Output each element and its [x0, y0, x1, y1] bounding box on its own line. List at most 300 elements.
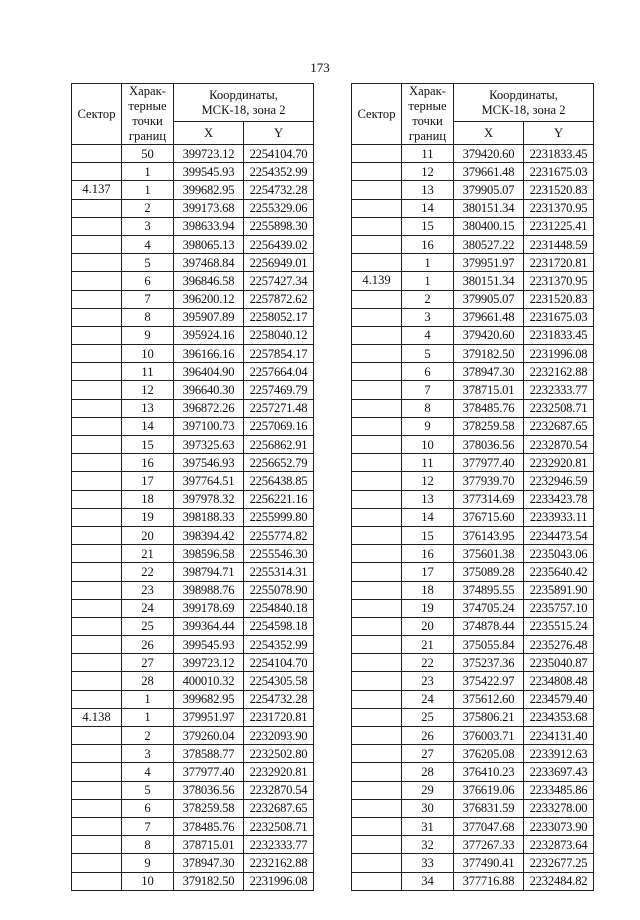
- sector-cell: [72, 526, 122, 544]
- table-row: [352, 781, 594, 799]
- table-row: [352, 708, 594, 726]
- header-x: X: [174, 122, 244, 145]
- x-coordinate-cell: 379661.48: [454, 308, 524, 326]
- table-row: [72, 163, 314, 181]
- table-row: [72, 672, 314, 690]
- y-coordinate-cell: 2235757.10: [524, 599, 594, 617]
- y-coordinate-cell: 2235043.06: [524, 545, 594, 563]
- y-coordinate-cell: 2233485.86: [524, 781, 594, 799]
- table-row: [352, 872, 594, 890]
- point-number-cell: 9: [122, 326, 174, 344]
- sector-cell: [72, 654, 122, 672]
- table-row: [72, 235, 314, 253]
- x-coordinate-cell: 397546.93: [174, 454, 244, 472]
- table-row: [352, 436, 594, 454]
- table-row: [72, 326, 314, 344]
- table-row: [352, 690, 594, 708]
- point-number-cell: 14: [402, 508, 454, 526]
- point-number-cell: 6: [122, 799, 174, 817]
- sector-cell: [72, 617, 122, 635]
- y-coordinate-cell: 2231225.41: [524, 217, 594, 235]
- point-number-cell: 1: [402, 254, 454, 272]
- point-number-cell: 3: [122, 745, 174, 763]
- y-coordinate-cell: 2255774.82: [244, 526, 314, 544]
- y-coordinate-cell: 2232502.80: [244, 745, 314, 763]
- sector-cell: [72, 817, 122, 835]
- point-number-cell: 24: [402, 690, 454, 708]
- x-coordinate-cell: 378715.01: [174, 836, 244, 854]
- coordinates-table-right: [351, 83, 594, 891]
- table-row: [72, 472, 314, 490]
- point-number-cell: 3: [122, 217, 174, 235]
- table-row: [352, 799, 594, 817]
- point-number-cell: 17: [402, 563, 454, 581]
- table-row: [352, 490, 594, 508]
- sector-cell: [72, 454, 122, 472]
- y-coordinate-cell: 2233073.90: [524, 817, 594, 835]
- sector-cell: [352, 181, 402, 199]
- sector-cell: [352, 745, 402, 763]
- sector-cell: [352, 581, 402, 599]
- table-row: [352, 308, 594, 326]
- point-number-cell: 2: [402, 290, 454, 308]
- y-coordinate-cell: 2255314.31: [244, 563, 314, 581]
- x-coordinate-cell: 399682.95: [174, 690, 244, 708]
- x-coordinate-cell: 378947.30: [454, 363, 524, 381]
- sector-cell: [352, 708, 402, 726]
- x-coordinate-cell: 398633.94: [174, 217, 244, 235]
- table-row: [72, 708, 314, 726]
- table-row: [352, 163, 594, 181]
- sector-cell: [352, 345, 402, 363]
- x-coordinate-cell: 375601.38: [454, 545, 524, 563]
- x-coordinate-cell: 377047.68: [454, 817, 524, 835]
- point-number-cell: 10: [402, 436, 454, 454]
- table-row: [72, 345, 314, 363]
- point-number-cell: 1: [122, 690, 174, 708]
- point-number-cell: 15: [402, 526, 454, 544]
- point-number-cell: 18: [402, 581, 454, 599]
- point-number-cell: 10: [122, 872, 174, 890]
- x-coordinate-cell: 379260.04: [174, 727, 244, 745]
- point-number-cell: 1: [122, 163, 174, 181]
- y-coordinate-cell: 2231520.83: [524, 290, 594, 308]
- y-coordinate-cell: 2232162.88: [244, 854, 314, 872]
- x-coordinate-cell: 399545.93: [174, 163, 244, 181]
- y-coordinate-cell: 2257872.62: [244, 290, 314, 308]
- y-coordinate-cell: 2234579.40: [524, 690, 594, 708]
- sector-cell: [72, 199, 122, 217]
- x-coordinate-cell: 379951.97: [174, 708, 244, 726]
- x-coordinate-cell: 380151.34: [454, 272, 524, 290]
- y-coordinate-cell: 2231520.83: [524, 181, 594, 199]
- y-coordinate-cell: 2231720.81: [244, 708, 314, 726]
- point-number-cell: 18: [122, 490, 174, 508]
- y-coordinate-cell: 2232508.71: [524, 399, 594, 417]
- point-number-cell: 8: [122, 836, 174, 854]
- x-coordinate-cell: 379951.97: [454, 254, 524, 272]
- y-coordinate-cell: 2256438.85: [244, 472, 314, 490]
- header-y: Y: [244, 122, 314, 145]
- point-number-cell: 25: [402, 708, 454, 726]
- sector-cell: [352, 217, 402, 235]
- sector-cell: [72, 381, 122, 399]
- y-coordinate-cell: 2235515.24: [524, 617, 594, 635]
- point-number-cell: 23: [402, 672, 454, 690]
- sector-cell: [352, 526, 402, 544]
- y-coordinate-cell: 2254732.28: [244, 690, 314, 708]
- x-coordinate-cell: 396640.30: [174, 381, 244, 399]
- y-coordinate-cell: 2257427.34: [244, 272, 314, 290]
- header-row: [72, 84, 314, 122]
- sector-cell: [352, 508, 402, 526]
- sector-cell: [352, 727, 402, 745]
- sector-cell: [352, 690, 402, 708]
- header-coords: Координаты, МСК-18, зона 2: [454, 84, 594, 122]
- y-coordinate-cell: 2231833.45: [524, 326, 594, 344]
- table-row: [352, 326, 594, 344]
- y-coordinate-cell: 2232333.77: [244, 836, 314, 854]
- y-coordinate-cell: 2254840.18: [244, 599, 314, 617]
- y-coordinate-cell: 2232870.54: [244, 781, 314, 799]
- x-coordinate-cell: 378485.76: [454, 399, 524, 417]
- point-number-cell: 10: [122, 345, 174, 363]
- x-coordinate-cell: 380151.34: [454, 199, 524, 217]
- point-number-cell: 28: [122, 672, 174, 690]
- table-row: [72, 417, 314, 435]
- sector-cell: [352, 636, 402, 654]
- table-row: [72, 745, 314, 763]
- sector-cell: [72, 563, 122, 581]
- x-coordinate-cell: 380527.22: [454, 235, 524, 253]
- table-row: [72, 508, 314, 526]
- table-row: [352, 526, 594, 544]
- x-coordinate-cell: 376410.23: [454, 763, 524, 781]
- table-row: [72, 181, 314, 199]
- x-coordinate-cell: 378259.58: [454, 417, 524, 435]
- sector-cell: [352, 417, 402, 435]
- y-coordinate-cell: 2232687.65: [524, 417, 594, 435]
- table-row: [352, 672, 594, 690]
- y-coordinate-cell: 2235640.42: [524, 563, 594, 581]
- header-row: [352, 84, 594, 122]
- table-row: [352, 381, 594, 399]
- y-coordinate-cell: 2255999.80: [244, 508, 314, 526]
- y-coordinate-cell: 2232920.81: [524, 454, 594, 472]
- sector-cell: [72, 727, 122, 745]
- sector-cell: [352, 545, 402, 563]
- point-number-cell: 27: [402, 745, 454, 763]
- x-coordinate-cell: 375612.60: [454, 690, 524, 708]
- point-number-cell: 11: [402, 145, 454, 163]
- table-row: [352, 345, 594, 363]
- sector-cell: [352, 472, 402, 490]
- x-coordinate-cell: 397325.63: [174, 436, 244, 454]
- sector-cell: [72, 254, 122, 272]
- x-coordinate-cell: 376831.59: [454, 799, 524, 817]
- table-row: [352, 617, 594, 635]
- point-number-cell: 6: [122, 272, 174, 290]
- x-coordinate-cell: 399545.93: [174, 636, 244, 654]
- x-coordinate-cell: 398065.13: [174, 235, 244, 253]
- sector-cell: [72, 399, 122, 417]
- sector-cell: [72, 436, 122, 454]
- sector-cell: [352, 235, 402, 253]
- y-coordinate-cell: 2233423.78: [524, 490, 594, 508]
- x-coordinate-cell: 395924.16: [174, 326, 244, 344]
- point-number-cell: 7: [402, 381, 454, 399]
- sector-cell: [352, 436, 402, 454]
- table-row: [72, 581, 314, 599]
- sector-cell: [72, 417, 122, 435]
- x-coordinate-cell: 397100.73: [174, 417, 244, 435]
- x-coordinate-cell: 378947.30: [174, 854, 244, 872]
- table-row: [72, 836, 314, 854]
- sector-cell: [352, 145, 402, 163]
- table-row: [72, 290, 314, 308]
- y-coordinate-cell: 2255329.06: [244, 199, 314, 217]
- sector-cell: [72, 326, 122, 344]
- table-row: [72, 872, 314, 890]
- y-coordinate-cell: 2234808.48: [524, 672, 594, 690]
- y-coordinate-cell: 2257854.17: [244, 345, 314, 363]
- sector-cell: [72, 836, 122, 854]
- point-number-cell: 33: [402, 854, 454, 872]
- y-coordinate-cell: 2232162.88: [524, 363, 594, 381]
- table-row: [352, 472, 594, 490]
- table-row: [72, 563, 314, 581]
- point-number-cell: 12: [402, 472, 454, 490]
- y-coordinate-cell: 2257469.79: [244, 381, 314, 399]
- point-number-cell: 20: [402, 617, 454, 635]
- sector-cell: [72, 490, 122, 508]
- y-coordinate-cell: 2254598.18: [244, 617, 314, 635]
- x-coordinate-cell: 378036.56: [174, 781, 244, 799]
- table-row: [352, 217, 594, 235]
- point-number-cell: 12: [122, 381, 174, 399]
- x-coordinate-cell: 375422.97: [454, 672, 524, 690]
- y-coordinate-cell: 2232687.65: [244, 799, 314, 817]
- x-coordinate-cell: 375237.36: [454, 654, 524, 672]
- table-row: [72, 763, 314, 781]
- sector-cell: [352, 617, 402, 635]
- x-coordinate-cell: 379420.60: [454, 145, 524, 163]
- y-coordinate-cell: 2232508.71: [244, 817, 314, 835]
- sector-cell: [72, 235, 122, 253]
- table-row: [352, 636, 594, 654]
- point-number-cell: 20: [122, 526, 174, 544]
- table-row: [72, 526, 314, 544]
- table-body: [72, 145, 314, 891]
- y-coordinate-cell: 2233697.43: [524, 763, 594, 781]
- point-number-cell: 13: [402, 490, 454, 508]
- x-coordinate-cell: 379661.48: [454, 163, 524, 181]
- y-coordinate-cell: 2256652.79: [244, 454, 314, 472]
- header-x: X: [454, 122, 524, 145]
- x-coordinate-cell: 375055.84: [454, 636, 524, 654]
- y-coordinate-cell: 2232870.54: [524, 436, 594, 454]
- sector-cell: [352, 872, 402, 890]
- table-row: [352, 599, 594, 617]
- x-coordinate-cell: 396872.26: [174, 399, 244, 417]
- y-coordinate-cell: 2233912.63: [524, 745, 594, 763]
- sector-cell: [352, 563, 402, 581]
- point-number-cell: 13: [122, 399, 174, 417]
- table-row: [72, 617, 314, 635]
- table-row: [352, 235, 594, 253]
- x-coordinate-cell: 377977.40: [174, 763, 244, 781]
- point-number-cell: 19: [122, 508, 174, 526]
- point-number-cell: 34: [402, 872, 454, 890]
- x-coordinate-cell: 398794.71: [174, 563, 244, 581]
- point-number-cell: 26: [122, 636, 174, 654]
- header-points: Харак- терные точки границ: [402, 84, 454, 145]
- sector-cell: [72, 581, 122, 599]
- x-coordinate-cell: 374895.55: [454, 581, 524, 599]
- table-row: [72, 363, 314, 381]
- y-coordinate-cell: 2235276.48: [524, 636, 594, 654]
- point-number-cell: 30: [402, 799, 454, 817]
- sector-cell: [352, 654, 402, 672]
- sector-cell: [72, 690, 122, 708]
- sector-cell: [352, 781, 402, 799]
- table-row: [72, 636, 314, 654]
- sector-cell: 4.138: [72, 708, 122, 726]
- point-number-cell: 26: [402, 727, 454, 745]
- y-coordinate-cell: 2232093.90: [244, 727, 314, 745]
- table-row: [352, 290, 594, 308]
- table-row: [72, 817, 314, 835]
- point-number-cell: 4: [122, 235, 174, 253]
- x-coordinate-cell: 376003.71: [454, 727, 524, 745]
- table-row: [72, 854, 314, 872]
- point-number-cell: 15: [402, 217, 454, 235]
- x-coordinate-cell: 378715.01: [454, 381, 524, 399]
- sector-cell: [72, 745, 122, 763]
- x-coordinate-cell: 397764.51: [174, 472, 244, 490]
- table-row: [72, 399, 314, 417]
- y-coordinate-cell: 2231675.03: [524, 308, 594, 326]
- x-coordinate-cell: 399173.68: [174, 199, 244, 217]
- table-row: [352, 363, 594, 381]
- x-coordinate-cell: 397468.84: [174, 254, 244, 272]
- table-row: [352, 272, 594, 290]
- y-coordinate-cell: 2232484.82: [524, 872, 594, 890]
- point-number-cell: 22: [402, 654, 454, 672]
- sector-cell: [352, 599, 402, 617]
- point-number-cell: 22: [122, 563, 174, 581]
- y-coordinate-cell: 2254352.99: [244, 636, 314, 654]
- y-coordinate-cell: 2254732.28: [244, 181, 314, 199]
- table-row: [72, 727, 314, 745]
- table-row: [352, 763, 594, 781]
- sector-cell: [352, 799, 402, 817]
- y-coordinate-cell: 2255078.90: [244, 581, 314, 599]
- table-row: [352, 563, 594, 581]
- table-row: [352, 199, 594, 217]
- table-row: [72, 599, 314, 617]
- coordinates-table-left: [71, 83, 314, 891]
- y-coordinate-cell: 2255898.30: [244, 217, 314, 235]
- y-coordinate-cell: 2257069.16: [244, 417, 314, 435]
- table-row: [72, 490, 314, 508]
- sector-cell: [352, 308, 402, 326]
- point-number-cell: 21: [402, 636, 454, 654]
- point-number-cell: 8: [122, 308, 174, 326]
- point-number-cell: 9: [402, 417, 454, 435]
- table-row: [72, 799, 314, 817]
- y-coordinate-cell: 2234473.54: [524, 526, 594, 544]
- header-points: Харак- терные точки границ: [122, 84, 174, 145]
- point-number-cell: 24: [122, 599, 174, 617]
- table-row: [352, 254, 594, 272]
- table-row: [72, 454, 314, 472]
- sector-cell: [72, 345, 122, 363]
- y-coordinate-cell: 2254104.70: [244, 145, 314, 163]
- point-number-cell: 3: [402, 308, 454, 326]
- sector-cell: [72, 872, 122, 890]
- sector-cell: [352, 381, 402, 399]
- point-number-cell: 5: [122, 781, 174, 799]
- point-number-cell: 2: [122, 199, 174, 217]
- table-row: [72, 381, 314, 399]
- y-coordinate-cell: 2257664.04: [244, 363, 314, 381]
- sector-cell: [352, 490, 402, 508]
- point-number-cell: 4: [122, 763, 174, 781]
- sector-cell: [72, 636, 122, 654]
- point-number-cell: 6: [402, 363, 454, 381]
- x-coordinate-cell: 377977.40: [454, 454, 524, 472]
- y-coordinate-cell: 2231996.08: [524, 345, 594, 363]
- table-row: [352, 454, 594, 472]
- table-row: [352, 508, 594, 526]
- x-coordinate-cell: 379905.07: [454, 181, 524, 199]
- x-coordinate-cell: 397978.32: [174, 490, 244, 508]
- x-coordinate-cell: 375089.28: [454, 563, 524, 581]
- table-row: [72, 272, 314, 290]
- point-number-cell: 9: [122, 854, 174, 872]
- table-row: [352, 181, 594, 199]
- table-row: [352, 817, 594, 835]
- point-number-cell: 15: [122, 436, 174, 454]
- sector-cell: [352, 254, 402, 272]
- table-row: [72, 217, 314, 235]
- x-coordinate-cell: 398188.33: [174, 508, 244, 526]
- table-row: [352, 854, 594, 872]
- header-sector: Сектор: [72, 84, 122, 145]
- y-coordinate-cell: 2231996.08: [244, 872, 314, 890]
- point-number-cell: 11: [122, 363, 174, 381]
- point-number-cell: 16: [402, 545, 454, 563]
- table-row: [352, 581, 594, 599]
- table-row: [352, 145, 594, 163]
- point-number-cell: 25: [122, 617, 174, 635]
- table-row: [72, 545, 314, 563]
- x-coordinate-cell: 376715.60: [454, 508, 524, 526]
- point-number-cell: 19: [402, 599, 454, 617]
- x-coordinate-cell: 399178.69: [174, 599, 244, 617]
- table-row: [72, 308, 314, 326]
- y-coordinate-cell: 2256862.91: [244, 436, 314, 454]
- y-coordinate-cell: 2231448.59: [524, 235, 594, 253]
- header-sector: Сектор: [352, 84, 402, 145]
- y-coordinate-cell: 2235891.90: [524, 581, 594, 599]
- y-coordinate-cell: 2232920.81: [244, 763, 314, 781]
- sector-cell: [352, 290, 402, 308]
- y-coordinate-cell: 2231833.45: [524, 145, 594, 163]
- y-coordinate-cell: 2258040.12: [244, 326, 314, 344]
- y-coordinate-cell: 2258052.17: [244, 308, 314, 326]
